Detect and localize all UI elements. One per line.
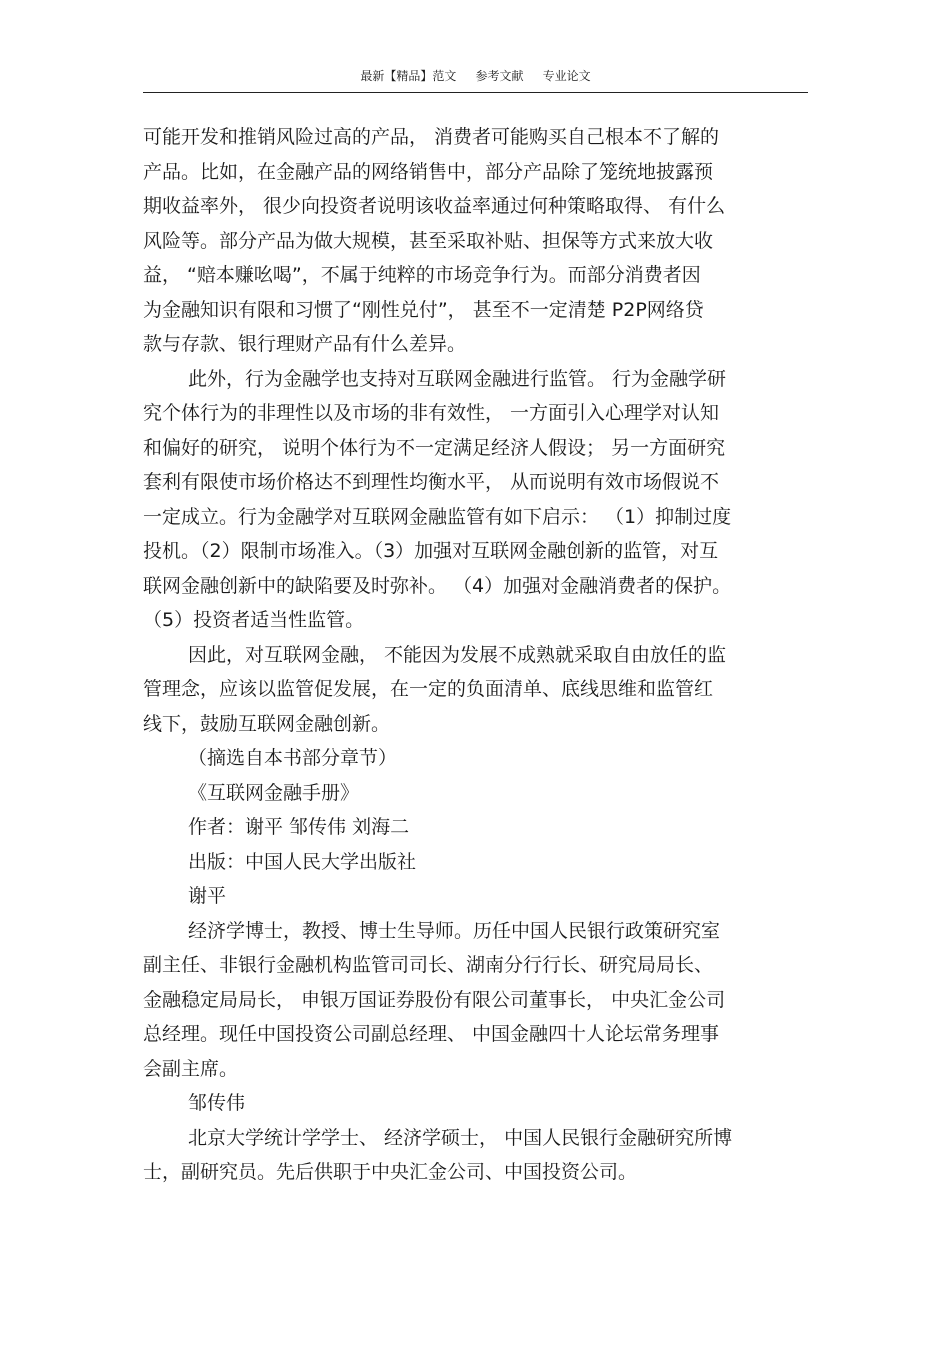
text-line: 究个体行为的非理性以及市场的非有效性， 一方面引入心理学对认知 <box>143 402 720 424</box>
text-line: 士，副研究员。先后供职于中央汇金公司、中国投资公司。 <box>143 1161 638 1183</box>
text-line: 为金融知识有限和习惯了“刚性兑付”， 甚至不一定清楚 P2P网络贷 <box>143 298 704 321</box>
text-line: 款与存款、银行理财产品有什么差异。 <box>143 333 467 355</box>
text-line: （5）投资者适当性监管。 <box>143 609 365 631</box>
text-line: 套利有限使市场价格达不到理性均衡水平， 从而说明有效市场假说不 <box>143 471 720 493</box>
text-line: 此外，行为金融学也支持对互联网金融进行监管。 行为金融学研 <box>188 367 727 390</box>
text-line: 期收益率外， 很少向投资者说明该收益率通过何种策略取得、 有什么 <box>143 195 726 217</box>
text-line: 投机。（2）限制市场准入。（3）加强对互联网金融创新的监管，对互 <box>143 540 719 562</box>
text-line: 金融稳定局局长， 申银万国证券股份有限公司董事长， 中央汇金公司 <box>143 988 726 1011</box>
text-line: 线下，鼓励互联网金融创新。 <box>143 712 391 735</box>
document-body <box>143 120 808 1190</box>
text-line: 副主任、非银行金融机构监管司司长、湖南分行行长、研究局局长、 <box>143 954 714 976</box>
text-line: 总经理。现任中国投资公司副总经理、 中国金融四十人论坛常务理事 <box>143 1023 720 1045</box>
text-line: 北京大学统计学学士、 经济学硕士， 中国人民银行金融研究所博 <box>188 1126 733 1149</box>
text-line: 谢平 <box>188 885 227 907</box>
text-line: 作者：谢平 邹传伟 刘海二 <box>188 816 410 838</box>
text-line: 出版：中国人民大学出版社 <box>188 850 417 873</box>
page-header <box>143 66 808 93</box>
text-line: 风险等。部分产品为做大规模，甚至采取补贴、担保等方式来放大收 <box>143 229 714 252</box>
text-line: 和偏好的研究， 说明个体行为不一定满足经济人假设； 另一方面研究 <box>143 436 726 459</box>
text-line: 会副主席。 <box>143 1057 239 1080</box>
text-line: 一定成立。行为金融学对互联网金融监管有如下启示： （1）抑制过度 <box>143 505 732 528</box>
text-line: 可能开发和推销风险过高的产品， 消费者可能购买自己根本不了解的 <box>143 126 720 148</box>
text-line: 产品。比如，在金融产品的网络销售中，部分产品除了笼统地披露预 <box>143 160 714 183</box>
text-line: 邹传伟 <box>188 1092 246 1114</box>
text-line: 因此，对互联网金融， 不能因为发展不成熟就采取自由放任的监 <box>188 643 727 666</box>
text-line: 《互联网金融手册》 <box>188 781 360 804</box>
header-text: 最新【精品】范文 参考文献 专业论文 <box>360 69 591 83</box>
text-line: 联网金融创新中的缺陷要及时弥补。 （4）加强对金融消费者的保护。 <box>143 574 732 597</box>
text-line: 经济学博士，教授、博士生导师。历任中国人民银行政策研究室 <box>188 919 721 942</box>
text-line: 管理念，应该以监管促发展，在一定的负面清单、底线思维和监管红 <box>143 678 714 700</box>
text-line: （摘选自本书部分章节） <box>188 747 398 769</box>
text-line: 益， “赔本赚吆喝”，不属于纯粹的市场竞争行为。而部分消费者因 <box>143 264 701 286</box>
